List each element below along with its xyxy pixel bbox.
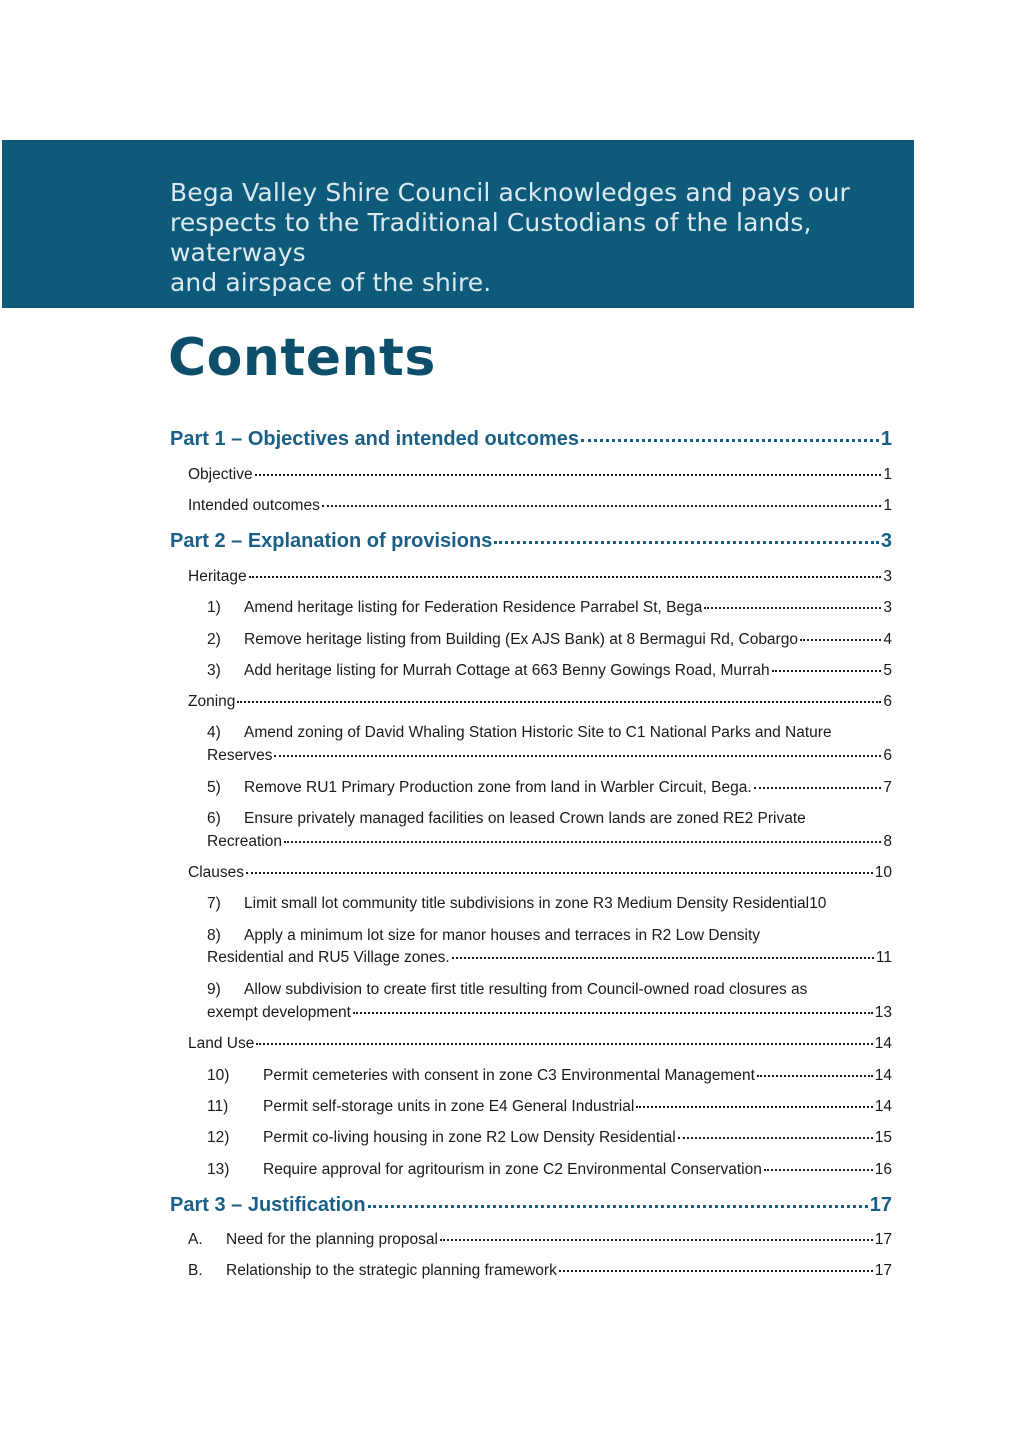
- toc-entry-item-6-line-2[interactable]: [207, 833, 892, 851]
- leader-dots: [322, 505, 882, 507]
- toc-entry-number: 10): [207, 1067, 230, 1084]
- toc-entry-page: 1: [883, 466, 892, 483]
- toc-entry-number: 13): [207, 1161, 230, 1178]
- toc-entry-label: Amend heritage listing for Federation Residence Parrabel St, Bega: [244, 599, 703, 616]
- toc-entry-item-8-line-2[interactable]: [207, 949, 892, 967]
- toc-entry-number: 5): [207, 779, 221, 796]
- toc-entry-heritage[interactable]: [188, 568, 892, 586]
- toc-entry-number: 1): [207, 599, 221, 616]
- toc-entry-label: Permit cemeteries with consent in zone C3 Environmental Management: [263, 1067, 755, 1084]
- contents-title: Contents: [168, 328, 436, 388]
- toc-entry-label: Recreation: [207, 833, 282, 850]
- toc-entry-number: 8): [207, 927, 221, 944]
- toc-entry-label: exempt development: [207, 1004, 351, 1021]
- leader-dots: [353, 1012, 873, 1014]
- toc-entry-page: 8: [883, 833, 892, 850]
- toc-entry-page: 16: [874, 1161, 892, 1178]
- toc-entry-item-11[interactable]: [207, 1098, 892, 1116]
- leader-dots: [772, 670, 882, 672]
- toc-entry-item-b[interactable]: [188, 1262, 892, 1280]
- toc-entry-number: B.: [188, 1262, 203, 1279]
- leader-dots: [800, 639, 881, 641]
- leader-dots: [452, 957, 874, 959]
- leader-dots: [440, 1239, 873, 1241]
- toc-entry-label: Part 1 – Objectives and intended outcomes: [170, 428, 580, 450]
- toc-entry-item-4-line-1[interactable]: [207, 724, 832, 742]
- toc-entry-label: Part 3 – Justification: [170, 1194, 366, 1216]
- toc-entry-label: Permit co-living housing in zone R2 Low Density Residential: [263, 1129, 676, 1146]
- toc-entry-page: 14: [874, 1098, 892, 1115]
- acknowledgement-line-3: and airspace of the shire.: [170, 268, 492, 297]
- leader-dots: [255, 474, 882, 476]
- toc-entry-label: Permit self-storage units in zone E4 General Industrial: [263, 1098, 635, 1115]
- toc-entry-page: 17: [874, 1231, 892, 1248]
- toc-entry-label: Allow subdivision to create first title resulting from Council-owned road closures as: [244, 981, 808, 998]
- leader-dots: [636, 1106, 872, 1108]
- toc-entry-item-10[interactable]: [207, 1067, 892, 1085]
- toc-entry-page: 13: [874, 1004, 892, 1021]
- acknowledgement-line-1: Bega Valley Shire Council acknowledges and pays our: [170, 178, 850, 207]
- leader-dots: [559, 1270, 873, 1272]
- leader-dots: [764, 1169, 873, 1171]
- toc-entry-label: Land Use: [188, 1035, 255, 1052]
- toc-entry-page: 1: [883, 497, 892, 514]
- toc-entry-part-2[interactable]: [170, 530, 892, 553]
- toc-entry-clauses[interactable]: [188, 864, 892, 882]
- toc-entry-item-2[interactable]: [207, 631, 892, 649]
- toc-entry-part-1[interactable]: [170, 428, 892, 451]
- toc-entry-label: Part 2 – Explanation of provisions: [170, 530, 493, 552]
- toc-entry-item-9-line-2[interactable]: [207, 1004, 892, 1022]
- toc-entry-page: 5: [883, 662, 892, 679]
- toc-entry-number: 4): [207, 724, 221, 741]
- toc-entry-number: 2): [207, 631, 221, 648]
- toc-entry-label: Reserves: [207, 747, 273, 764]
- toc-entry-part-3[interactable]: [170, 1194, 892, 1217]
- leader-dots: [704, 607, 881, 609]
- toc-entry-item-13[interactable]: [207, 1161, 892, 1179]
- toc-entry-item-3[interactable]: [207, 662, 892, 680]
- toc-entry-land-use[interactable]: [188, 1035, 892, 1053]
- toc-entry-page: 3: [880, 530, 892, 552]
- toc-entry-label: Heritage: [188, 568, 247, 585]
- toc-entry-item-6-line-1[interactable]: [207, 810, 806, 828]
- toc-entry-label: Remove RU1 Primary Production zone from land in Warbler Circuit, Bega.: [244, 779, 752, 796]
- leader-dots: [757, 1075, 873, 1077]
- toc-entry-number: 11): [207, 1098, 229, 1115]
- toc-entry-number: 9): [207, 981, 221, 998]
- toc-entry-page: 3: [883, 568, 892, 585]
- toc-entry-label: Remove heritage listing from Building (Ex AJS Bank) at 8 Bermagui Rd, Cobargo: [244, 631, 798, 648]
- toc-entry-page: 14: [874, 1035, 892, 1052]
- toc-entry-label: Residential and RU5 Village zones.: [207, 949, 450, 966]
- toc-entry-page: 7: [883, 779, 892, 796]
- toc-entry-page: 17: [874, 1262, 892, 1279]
- leader-dots: [368, 1205, 868, 1208]
- leader-dots: [256, 1043, 872, 1045]
- toc-entry-label: Require approval for agritourism in zone C2 Environmental Conservation: [263, 1161, 762, 1178]
- toc-entry-objective[interactable]: [188, 466, 892, 484]
- toc-entry-item-a[interactable]: [188, 1231, 892, 1249]
- toc-entry-number: 6): [207, 810, 221, 827]
- toc-entry-zoning[interactable]: [188, 693, 892, 711]
- toc-entry-number: 7): [207, 895, 221, 912]
- toc-entry-intended-outcomes[interactable]: [188, 497, 892, 515]
- toc-entry-number: 3): [207, 662, 221, 679]
- toc-entry-label: Clauses: [188, 864, 244, 881]
- toc-entry-page: 11: [875, 949, 892, 966]
- toc-entry-page: 6: [883, 747, 892, 764]
- toc-entry-page: 10: [809, 895, 827, 912]
- toc-entry-item-12[interactable]: [207, 1129, 892, 1147]
- leader-dots: [237, 701, 881, 703]
- toc-entry-label: Need for the planning proposal: [226, 1231, 438, 1248]
- toc-entry-label: Add heritage listing for Murrah Cottage at 663 Benny Gowings Road, Murrah: [244, 662, 770, 679]
- toc-entry-page: 4: [883, 631, 892, 648]
- toc-entry-label: Apply a minimum lot size for manor houses and terraces in R2 Low Density: [244, 927, 761, 944]
- toc-entry-page: 1: [880, 428, 892, 450]
- leader-dots: [249, 576, 882, 578]
- toc-entry-label: Ensure privately managed facilities on leased Crown lands are zoned RE2 Private: [244, 810, 806, 827]
- toc-entry-page: 6: [883, 693, 892, 710]
- toc-entry-page: 15: [874, 1129, 892, 1146]
- leader-dots: [581, 439, 879, 442]
- leader-dots: [274, 755, 881, 757]
- toc-entry-label: Intended outcomes: [188, 497, 320, 514]
- leader-dots: [678, 1137, 873, 1139]
- toc-entry-page: 10: [874, 864, 892, 881]
- leader-dots: [246, 872, 873, 874]
- toc-entry-page: 3: [883, 599, 892, 616]
- toc-entry-number: A.: [188, 1231, 203, 1248]
- toc-entry-number: 12): [207, 1129, 230, 1146]
- toc-entry-item-9-line-1[interactable]: [207, 981, 807, 999]
- toc-entry-label: Objective: [188, 466, 253, 483]
- toc-entry-item-1[interactable]: [207, 599, 892, 617]
- toc-entry-page: 14: [874, 1067, 892, 1084]
- leader-dots: [494, 541, 879, 544]
- toc-entry-item-4-line-2[interactable]: [207, 747, 892, 765]
- acknowledgement-line-2: respects to the Traditional Custodians of the lands, waterways: [170, 208, 812, 267]
- toc-entry-label: Relationship to the strategic planning framework: [226, 1262, 557, 1279]
- leader-dots: [284, 841, 881, 843]
- toc-entry-page: 17: [869, 1194, 892, 1216]
- toc-entry-item-7[interactable]: [207, 895, 892, 913]
- toc-entry-label: Limit small lot community title subdivisions in zone R3 Medium Density Residential: [244, 895, 810, 912]
- toc-entry-item-5[interactable]: [207, 779, 892, 797]
- toc-entry-label: Zoning: [188, 693, 236, 710]
- toc-entry-item-8-line-1[interactable]: [207, 927, 760, 945]
- toc-entry-label: Amend zoning of David Whaling Station Historic Site to C1 National Parks and Nature: [244, 724, 832, 741]
- leader-dots: [754, 787, 882, 789]
